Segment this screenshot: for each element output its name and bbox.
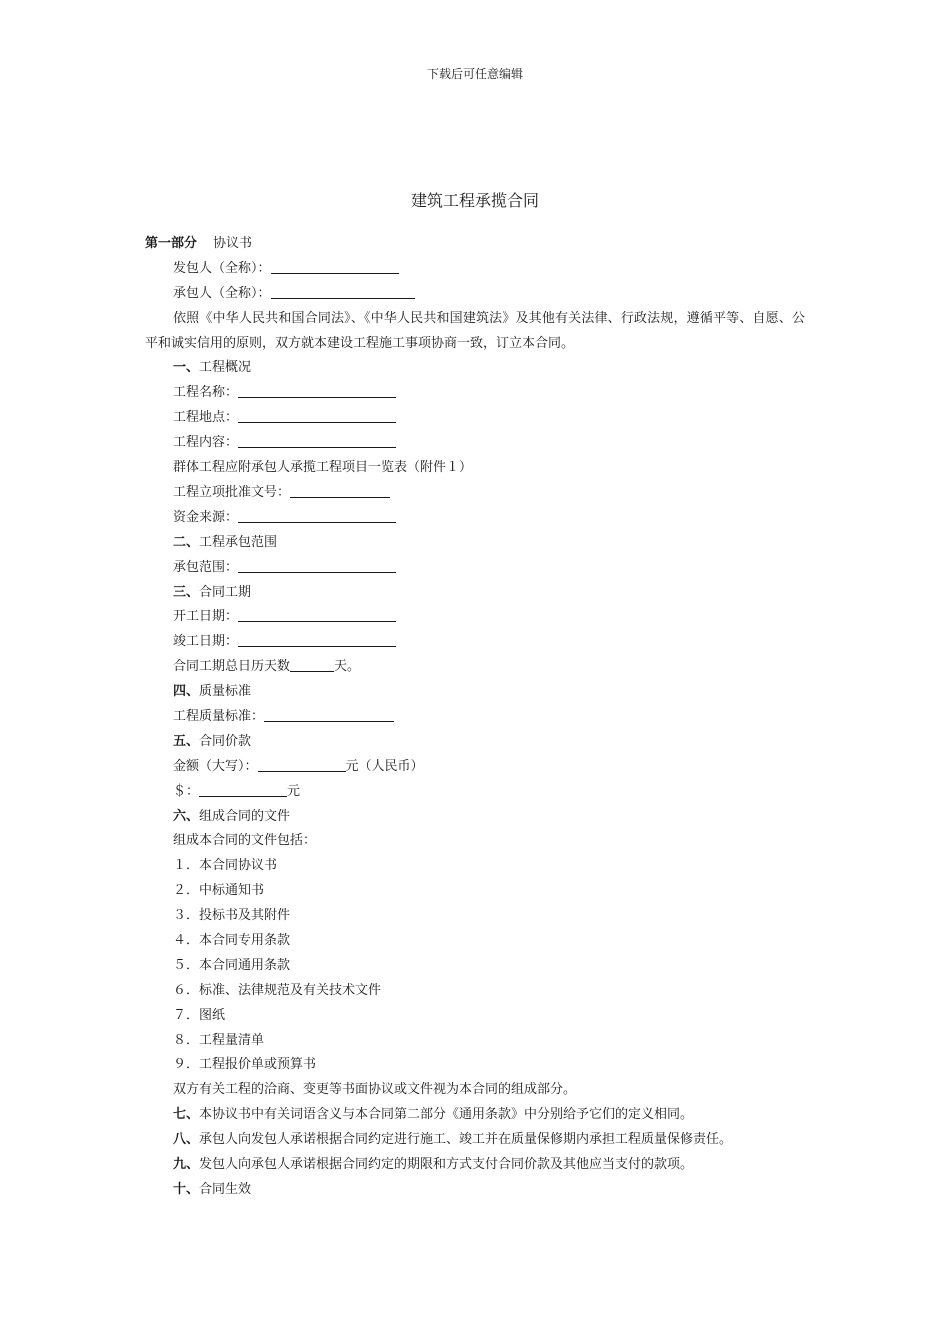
amount-symbol-suffix: 元 bbox=[287, 783, 301, 799]
quality-standard-label: 工程质量标准： bbox=[173, 708, 265, 724]
project-location-blank bbox=[238, 407, 396, 423]
funding-source-blank bbox=[238, 507, 396, 523]
project-location-line bbox=[145, 406, 805, 431]
amount-words-line bbox=[145, 755, 805, 780]
amount-words-blank bbox=[258, 756, 346, 772]
document-item: ２．中标通知书 bbox=[173, 883, 265, 899]
section-1-heading bbox=[145, 356, 805, 381]
project-name-blank bbox=[238, 382, 396, 398]
total-days-line bbox=[145, 655, 805, 680]
section-4-number: 四、 bbox=[173, 684, 200, 700]
contractor-blank bbox=[271, 283, 415, 299]
section-1-title: 工程概况 bbox=[199, 360, 252, 376]
project-name-line bbox=[145, 381, 805, 406]
amount-symbol-label: ＄： bbox=[173, 783, 200, 799]
section-2-title: 工程承包范围 bbox=[199, 534, 278, 550]
section-7 bbox=[145, 1103, 805, 1128]
approval-number-blank bbox=[290, 482, 390, 498]
contract-body bbox=[145, 232, 805, 1203]
section-7-number: 七、 bbox=[173, 1107, 200, 1123]
section-9-number: 九、 bbox=[173, 1156, 200, 1172]
section-8 bbox=[145, 1128, 805, 1153]
contractor-line bbox=[145, 282, 805, 307]
scope-blank bbox=[238, 557, 396, 573]
start-date-line bbox=[145, 605, 805, 630]
start-date-label: 开工日期： bbox=[173, 609, 239, 625]
part-label: 第一部分 bbox=[145, 236, 198, 251]
quality-standard-blank bbox=[264, 706, 394, 722]
documents-closing: 双方有关工程的洽商、变更等书面协议或文件视为本合同的组成部分。 bbox=[173, 1082, 577, 1098]
section-3-title: 合同工期 bbox=[199, 584, 252, 600]
document-item: ６．标准、法律规范及有关技术文件 bbox=[173, 982, 382, 998]
group-project-note: 群体工程应附承包人承揽工程项目一览表（附件１） bbox=[173, 460, 473, 476]
section-5-title: 合同价款 bbox=[199, 733, 252, 749]
document-item: ７．图纸 bbox=[173, 1007, 226, 1023]
project-name-label: 工程名称： bbox=[173, 385, 239, 401]
section-1-number: 一、 bbox=[173, 360, 200, 376]
section-2-number: 二、 bbox=[173, 534, 200, 550]
section-10-number: 十、 bbox=[173, 1181, 200, 1197]
project-location-label: 工程地点： bbox=[173, 410, 239, 426]
section-6-title: 组成合同的文件 bbox=[199, 808, 291, 824]
total-days-label: 合同工期总日历天数 bbox=[173, 659, 291, 675]
section-6-heading bbox=[145, 805, 805, 830]
section-3-number: 三、 bbox=[173, 584, 200, 600]
section-8-number: 八、 bbox=[173, 1132, 200, 1148]
scope-label: 承包范围： bbox=[173, 559, 239, 575]
part-name: 协议书 bbox=[213, 236, 253, 251]
scope-line bbox=[145, 556, 805, 581]
section-7-text: 本协议书中有关词语含义与本合同第二部分《通用条款》中分别给予它们的定义相同。 bbox=[199, 1107, 694, 1123]
finish-date-label: 竣工日期： bbox=[173, 634, 239, 650]
employer-blank bbox=[271, 258, 399, 274]
document-item: ９．工程报价单或预算书 bbox=[173, 1057, 317, 1073]
project-content-line bbox=[145, 431, 805, 456]
section-5-number: 五、 bbox=[173, 733, 200, 749]
section-9 bbox=[145, 1153, 805, 1178]
section-3-heading bbox=[145, 581, 805, 606]
document-item: ５．本合同通用条款 bbox=[173, 957, 291, 973]
documents-intro: 组成本合同的文件包括： bbox=[173, 833, 317, 849]
section-4-heading bbox=[145, 680, 805, 705]
quality-standard-line bbox=[145, 705, 805, 730]
amount-words-label: 金额（大写）： bbox=[173, 758, 258, 774]
section-10-heading bbox=[145, 1178, 805, 1203]
project-content-label: 工程内容： bbox=[173, 435, 239, 451]
document-title: 建筑工程承揽合同 bbox=[410, 191, 539, 210]
approval-number-label: 工程立项批准文号： bbox=[173, 484, 291, 500]
total-days-blank bbox=[290, 656, 334, 672]
header-note: 下载后可任意编辑 bbox=[426, 67, 523, 81]
employer-line bbox=[145, 257, 805, 282]
finish-date-line bbox=[145, 630, 805, 655]
document-item: １．本合同协议书 bbox=[173, 858, 278, 874]
document-item: ４．本合同专用条款 bbox=[173, 932, 291, 948]
project-content-blank bbox=[238, 432, 396, 448]
finish-date-blank bbox=[238, 631, 396, 647]
section-6-number: 六、 bbox=[173, 808, 200, 824]
document-item: ３．投标书及其附件 bbox=[173, 908, 291, 924]
amount-symbol-blank bbox=[199, 781, 287, 797]
section-4-title: 质量标准 bbox=[199, 684, 252, 700]
section-8-text: 承包人向发包人承诺根据合同约定进行施工、竣工并在质量保修期内承担工程质量保修责任。 bbox=[199, 1132, 733, 1148]
approval-number-line bbox=[145, 481, 805, 506]
funding-source-label: 资金来源： bbox=[173, 509, 239, 525]
contractor-label: 承包人（全称）： bbox=[173, 285, 271, 301]
employer-label: 发包人（全称）： bbox=[173, 260, 271, 276]
funding-source-line bbox=[145, 506, 805, 531]
document-item: ８．工程量清单 bbox=[173, 1032, 265, 1048]
preamble-paragraph: 依照《中华人民共和国合同法》、《中华人民共和国建筑法》及其他有关法律、行政法规，遵循平等、自愿、公平和诚实信用的原则，双方就本建设工程施工事项协商一致，订立本合同。 bbox=[145, 310, 805, 351]
section-10-title: 合同生效 bbox=[199, 1181, 252, 1197]
part-one-heading bbox=[145, 232, 805, 257]
amount-words-suffix: 元（人民币） bbox=[345, 758, 424, 774]
section-9-text: 发包人向承包人承诺根据合同约定的期限和方式支付合同价款及其他应当支付的款项。 bbox=[199, 1156, 694, 1172]
total-days-suffix: 天。 bbox=[334, 659, 361, 675]
section-2-heading bbox=[145, 531, 805, 556]
section-5-heading bbox=[145, 730, 805, 755]
start-date-blank bbox=[238, 606, 396, 622]
amount-symbol-line bbox=[145, 780, 805, 805]
